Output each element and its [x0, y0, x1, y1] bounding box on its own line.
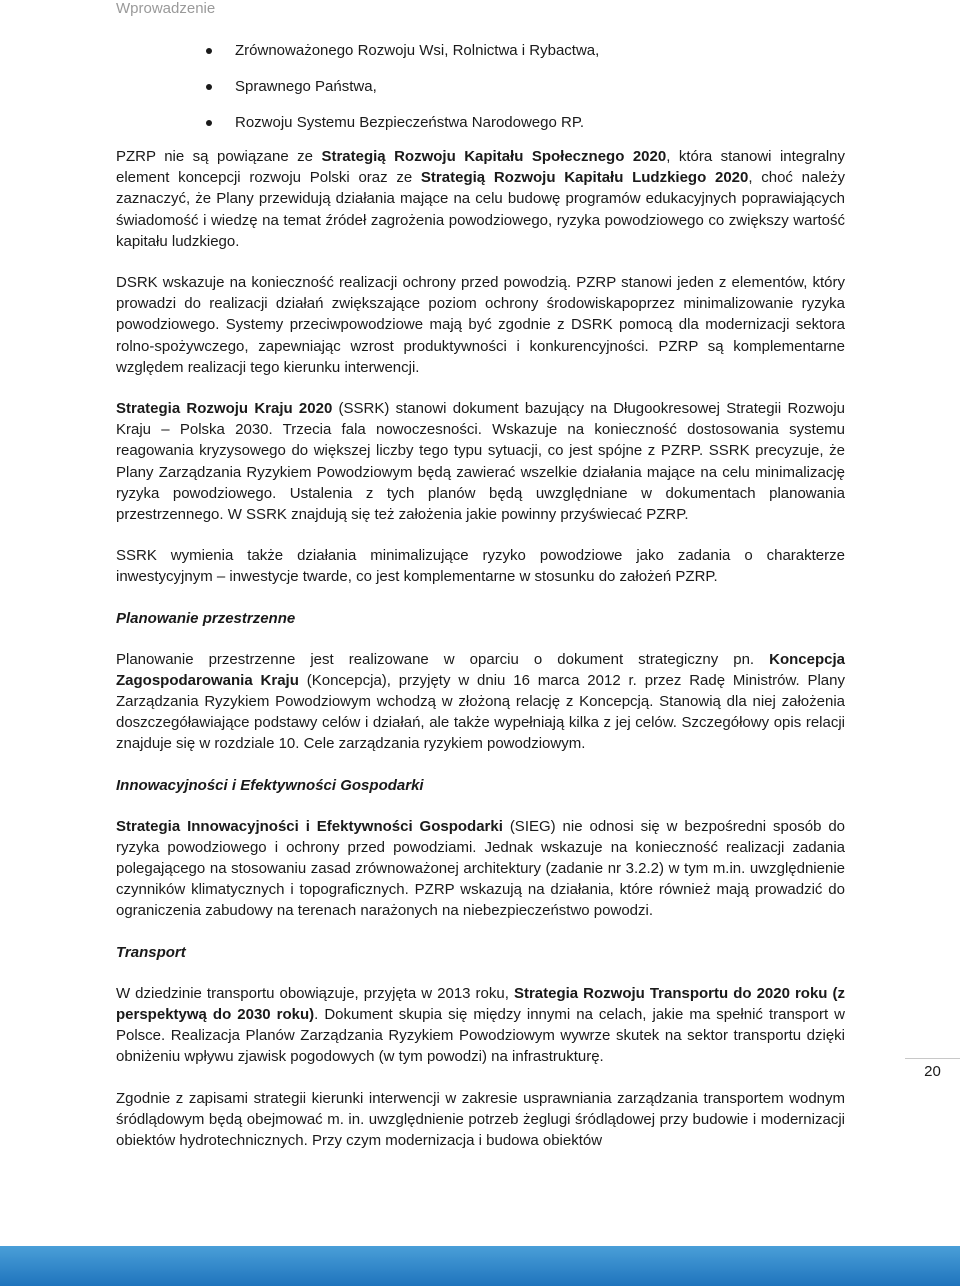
strategy-name: Strategia Innowacyjności i Efektywności Gospodarki: [116, 817, 503, 835]
text-run: . Dokument skupia się między innymi na celach, jakie ma spełnić transport w Polsce. Realizacja Planów Zarządzania Ryzykiem Powodziowym wywrze skutek na sektor transportu dzięki obniżeniu wpływu zjawisk pogodowych (w tym powodzi) na infrastrukturę.: [116, 1005, 845, 1066]
paragraph-planning: [116, 649, 845, 755]
text-run: W dziedzinie transportu obowiązuje, przyjęta w 2013 roku,: [116, 984, 514, 1002]
strategy-name: Strategią Rozwoju Kapitału Ludzkiego 2020: [420, 169, 749, 187]
paragraph-social-capital: [116, 146, 845, 252]
paragraph-ssrk-investment: SSRK wymienia także działania minimalizujące ryzyko powodziowe jako zadania o charakterze inwestycyjnym – inwestycje twarde, co jest komplementarne w stosunku do założeń PZRP.: [116, 547, 845, 586]
text-run: (SIEG) nie odnosi się w bezpośredni sposób do ryzyka powodziowego i ochrony przed powodziami. Jednak wskazuje na konieczność realizacji zadania polegającego na stosowaniu zasad zrównoważonej architektury (zadanie nr 3.2.2) w tym m.in. uwzględnienie czynników klimatycznych i topograficznych. PZRP wskazują na działania, które również mają prowadzić do ograniczenia zabudowy na terenach narażonych na niebezpieczeństwo powodzi.: [116, 817, 846, 920]
list-item: Rozwoju Systemu Bezpieczeństwa Narodowego RP.: [116, 112, 845, 133]
text-run: Planowanie przestrzenne jest realizowane w oparciu o dokument strategiczny pn.: [116, 650, 770, 668]
text-run: , która stanowi integralny element koncepcji rozwoju Polski oraz ze: [116, 148, 845, 187]
text-run: (SSRK) stanowi dokument bazujący na Długookresowej Strategii Rozwoju Kraju – Polska 2030. Trzecia fala nowoczesności. Wskazuje na konieczność dostosowania systemu reagowania kryzysowego do większej liczby tego typu sytuacji, co jest spójne z PZRP. SSRK precyzuje, że Plany Zarządzania Ryzykiem Powodziowym będą zawierać wszelkie działania mające na celu minimalizację ryzyka powodziowego. Ustalenia z tych planów będą uwzględniane w dokumentach planowania przestrzennego. W SSRK znajdują się też założenia jakie powinny przyświecać PZRP.: [116, 400, 845, 524]
text-run: PZRP nie są powiązane ze: [116, 148, 322, 165]
text-run: (Koncepcja), przyjęty w dniu 16 marca 2012 r. przez Radę Ministrów. Plany Zarządzania Ryzykiem Powodziowym wchodzą w złożoną relację z Koncepcją. Stanowią dla niej założenia doszczegóławiające podstawy celów i działań, ale także wypełniają kilka z jej celów. Szczegółowy opis relacji znajduje się w rozdziale 10. Cele zarządzania ryzykiem powodziowym.: [116, 671, 845, 753]
paragraph-dsrk: DSRK wskazuje na konieczność realizacji ochrony przed powodzią. PZRP stanowi jeden z elementów, który prowadzi do realizacji działań zwiększające poziom ochrony środowiskapoprzez minimalizowanie ryzyka powodziowego. Systemy przeciwpowodziowe mają być zgodnie z DSRK pomocą dla modernizacji sektora rolno-spożywczego, zapewniając wzrost produktywności i konkurencyjności. PZRP są komplementarne względem realizacji tego kierunku interwencji.: [116, 274, 845, 376]
page-number: 20: [924, 1063, 941, 1080]
paragraph-ssrk: [116, 398, 845, 525]
text-run: , choć należy zaznaczyć, że Plany przewidują działania mające na celu budowę programów edukacyjnych poprawiających świadomość i wiedzę na temat źródeł zagrożenia powodziowego, ryzyka powodziowego co zwiększy wartość kapitału ludzkiego.: [116, 169, 845, 250]
bullet-list: [116, 40, 845, 133]
paragraph-transport: [116, 983, 845, 1068]
strategy-name: Strategia Rozwoju Kraju 2020: [116, 400, 333, 418]
section-heading-innovation: Innowacyjności i Efektywności Gospodarki: [116, 776, 424, 794]
strategy-name: Koncepcja Zagospodarowania Kraju: [116, 650, 845, 689]
list-item: Zrównoważonego Rozwoju Wsi, Rolnictwa i Rybactwa,: [116, 40, 845, 61]
paragraph-transport-directions: Zgodnie z zapisami strategii kierunki interwencji w zakresie usprawniania zarządzania transportem wodnym śródlądowym będą obejmować m. in. uwzględnienie potrzeb żeglugi śródlądowej przy budowie i modernizacji obiektów hydrotechnicznych. Przy czym modernizacja i budowa obiektów: [116, 1089, 845, 1149]
paragraph-innovation: [116, 816, 845, 922]
running-header: Wprowadzenie: [116, 0, 216, 17]
strategy-name: Strategia Rozwoju Transportu do 2020 roku (z perspektywą do 2030 roku): [116, 984, 845, 1023]
list-item: Sprawnego Państwa,: [116, 76, 845, 97]
page-number-box: [905, 1058, 960, 1080]
section-heading-planning: Planowanie przestrzenne: [116, 609, 296, 627]
document-body: [116, 40, 845, 1171]
strategy-name: Strategią Rozwoju Kapitału Społecznego 2020: [321, 148, 667, 165]
section-heading-transport: Transport: [116, 943, 186, 961]
footer-bar: [0, 1246, 960, 1286]
